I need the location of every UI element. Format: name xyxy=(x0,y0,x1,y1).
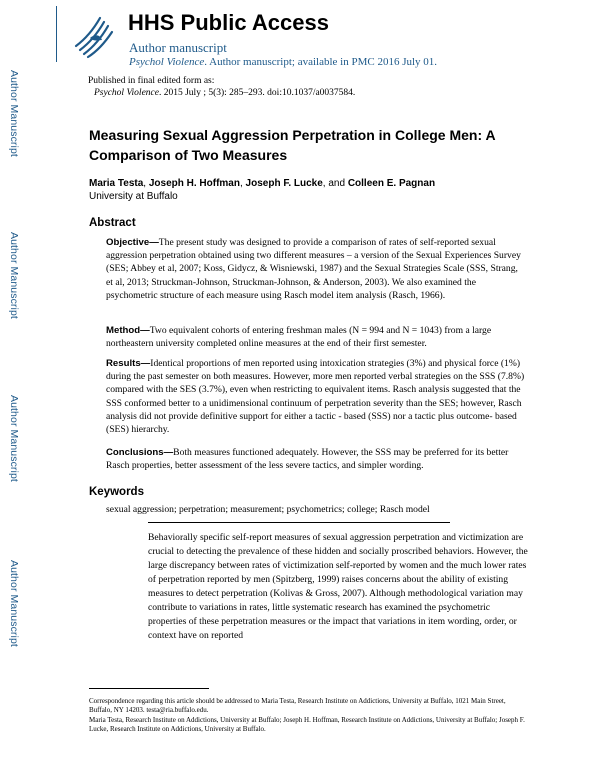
hhs-eagle-logo-icon xyxy=(70,10,118,60)
footnote-divider xyxy=(89,688,209,689)
affiliation: University at Buffalo xyxy=(89,191,178,202)
body-paragraph: Behaviorally specific self-report measures of sexual aggression perpetration and victimization are crucial to detecting the prevalence of these hidden and socially proscribed behaviors. However, the large discrepancy between rates of victimization self-reported by women and the much lower rates of perpetration reported by men (Spitzberg, 1999) raises concerns about the ability of existing measures to detect perpetration (Kolivas & Gross, 2007). Although methodological variation may contribute to variations in rates, little systematic research has examined the psychometric properties of these perpetration measures or the impact that variations in item wording, order, or context have on reported xyxy=(148,532,528,641)
article-title: Measuring Sexual Aggression Perpetration in College Men: A Comparison of Two Measures xyxy=(89,127,496,163)
abstract-heading: Abstract xyxy=(89,217,136,229)
author: Joseph H. Hoffman xyxy=(148,178,240,189)
results-text: Identical proportions of men reported using intoxication strategies (3%) and physical force (1%) during the past semester on both measures. However, more men reported verbal strategies on the SSS (7.8%) compared with the SES (3.7%), even when restricting to equivalent items. Rasch analysis suggested that the SSS conformed better to a unidimensional continuum of perpetration severity than the SES; however, Rasch analysis did not provide definitive support for either a tactic - based (SSS) nor a tactic plus outcome- based (SES) hierarchy. xyxy=(106,358,525,436)
conclusions-label: Conclusions— xyxy=(106,447,174,458)
publication-citation xyxy=(94,88,355,98)
citation-details: . 2015 July ; 5(3): 285–293. doi:10.1037/a0037584. xyxy=(158,88,356,98)
objective-text: The present study was designed to provide a comparison of rates of self-reported sexual aggression perpetration obtained using two different measures – a version of the Sexual Experiences Survey (SES; Abbey et al, 2007; Koss, Gidycz, & Wisniewski, 1987) and the Sexual Strategies Scale (SSS, Strang, et al, 2013; Struckman-Johnson, Struckman-Johnson, & Anderson, 2003). We also examined the psychometric structure of each measure using Rasch model item analysis (Rasch, 1966). xyxy=(106,237,521,301)
header-journal: Psychol Violence xyxy=(129,56,205,68)
keywords-text: sexual aggression; perpetration; measurement; psychometrics; college; Rasch model xyxy=(106,504,430,515)
header-availability-text: . Author manuscript; available in PMC 2016 July 01. xyxy=(204,56,438,68)
sidebar-label-4: Author Manuscript xyxy=(8,560,20,647)
abstract-results xyxy=(106,357,526,436)
author: Maria Testa xyxy=(89,178,144,189)
author: Colleen E. Pagnan xyxy=(347,178,436,189)
method-text: Two equivalent cohorts of entering freshman males (N = 994 and N = 1043) from a large northeastern university completed online measures at the end of their first semester. xyxy=(106,325,492,350)
header-title: HHS Public Access xyxy=(128,10,329,35)
sidebar-label-3: Author Manuscript xyxy=(8,395,20,482)
header-availability xyxy=(129,56,437,68)
sidebar-label-1: Author Manuscript xyxy=(8,70,20,157)
author-list: Maria Testa, Joseph H. Hoffman, Joseph F. Lucke, and Colleen E. Pagnan xyxy=(89,178,436,189)
method-label: Method— xyxy=(106,325,150,336)
abstract-method xyxy=(106,324,526,350)
citation-journal: Psychol Violence xyxy=(94,88,159,98)
keywords-heading: Keywords xyxy=(89,486,144,498)
footnote-correspondence: Correspondence regarding this article should be addressed to Maria Testa, Research Institute on Addictions, University at Buffalo, 1021 Main Street, Buffalo, NY 14203. testa@ria.buffalo.edu. xyxy=(89,697,506,714)
header-divider xyxy=(56,6,57,62)
sidebar-label-2: Author Manuscript xyxy=(8,232,20,319)
author: Joseph F. Lucke xyxy=(245,178,323,189)
footnote-affiliations: Maria Testa, Research Institute on Addictions, University at Buffalo; Joseph H. Hoffman, Research Institute on Addictions, University at Buffalo; Joseph F. Lucke, Research Institute on Addictions, University at Buffalo. xyxy=(89,716,525,733)
header-subtitle: Author manuscript xyxy=(129,40,227,55)
conclusions-text: Both measures functioned adequately. However, the SSS may be preferred for its better Rasch properties, better assessment of the less severe tactics, and simpler wording. xyxy=(106,447,509,472)
results-label: Results— xyxy=(106,358,151,369)
objective-label: Objective— xyxy=(106,237,159,248)
authors-and: , and xyxy=(322,178,348,189)
published-intro: Published in final edited form as: xyxy=(88,76,215,86)
abstract-objective xyxy=(106,236,526,302)
section-divider xyxy=(148,522,450,523)
abstract-conclusions xyxy=(106,446,526,472)
